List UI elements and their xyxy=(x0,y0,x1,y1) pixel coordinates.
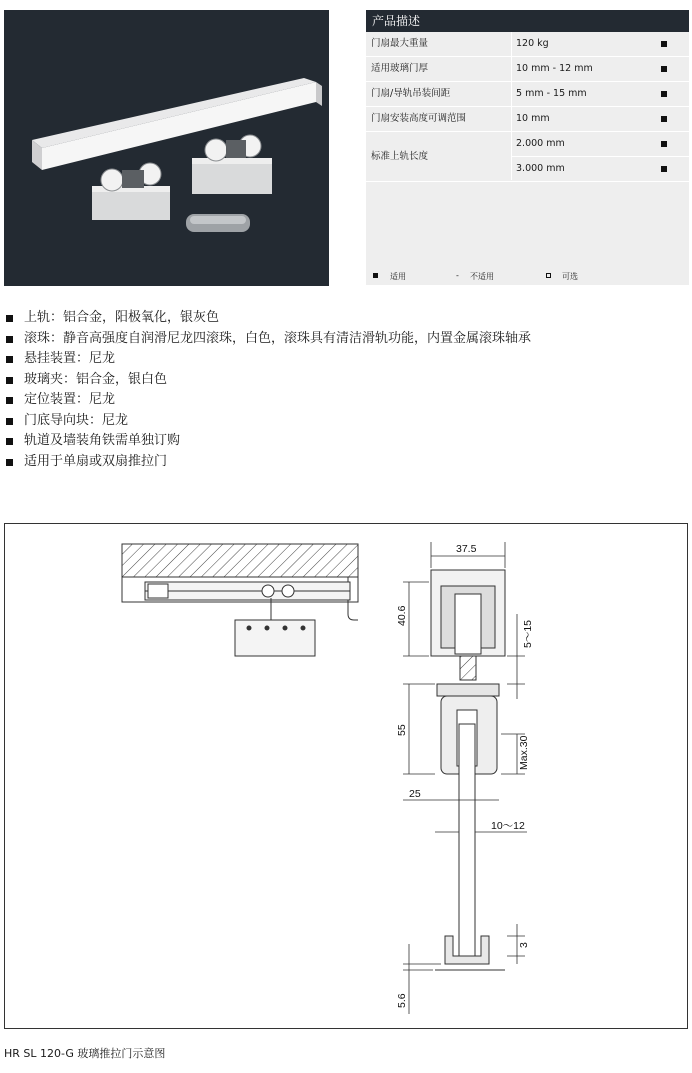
list-item: 悬挂装置：尼龙 xyxy=(4,349,531,370)
spec-header: 产品描述 xyxy=(366,10,689,32)
suitable-mark xyxy=(661,116,667,122)
list-item: 滚珠：静音高强度自润滑尼龙四滚珠，白色，滚珠具有清洁滑轨功能，内置金属滚珠轴承 xyxy=(4,329,531,350)
dim-floor-gap: 5.6 xyxy=(396,993,408,1008)
side-view xyxy=(122,544,358,656)
suitable-mark xyxy=(661,66,667,72)
bullet-icon xyxy=(6,418,13,425)
dim-height-clamp: 55 xyxy=(396,724,408,736)
dim-glass: 10～12 xyxy=(491,820,525,832)
optional-legend-icon xyxy=(546,273,551,278)
technical-drawing xyxy=(4,523,688,1029)
bullet-icon xyxy=(6,356,13,363)
bullet-icon xyxy=(6,315,13,322)
spec-row: 标准上轨长度 2.000 mm xyxy=(366,132,689,181)
list-item: 上轨：铝合金，阳极氧化，银灰色 xyxy=(4,308,531,329)
bullet-icon xyxy=(6,459,13,466)
list-item: 玻璃夹：铝合金，银白色 xyxy=(4,370,531,391)
suitable-mark xyxy=(661,41,667,47)
section-view xyxy=(431,570,505,970)
dim-max-clamp: Max.30 xyxy=(518,735,530,770)
spec-row: 3.000 mm xyxy=(512,156,689,182)
feature-list xyxy=(4,308,531,472)
bullet-icon xyxy=(6,336,13,343)
product-photo xyxy=(4,10,329,286)
bullet-icon xyxy=(6,397,13,404)
suitable-mark xyxy=(661,91,667,97)
list-item: 轨道及墙装角铁需单独订购 xyxy=(4,431,531,452)
spec-row: 门扇最大重量 120 kg xyxy=(366,32,689,57)
dim-clamp-width: 25 xyxy=(409,788,421,800)
spec-legend: 适用 - 不适用 可选 xyxy=(366,268,689,284)
dim-gap: 5～15 xyxy=(522,619,534,648)
dim-height-track: 40.6 xyxy=(396,605,408,626)
suitable-mark xyxy=(661,166,667,172)
dim-width-top: 37.5 xyxy=(456,543,477,555)
spec-row: 适用玻璃门厚 10 mm - 12 mm xyxy=(366,57,689,82)
dim-floor-guide: 3 xyxy=(518,942,530,948)
spec-table xyxy=(366,10,689,285)
bullet-icon xyxy=(6,377,13,384)
spec-row: 门扇安装高度可调范围 10 mm xyxy=(366,107,689,132)
drawing-caption: HR SL 120-G 玻璃推拉门示意图 xyxy=(4,1047,166,1060)
suitable-legend-icon xyxy=(373,273,378,278)
suitable-mark xyxy=(661,141,667,147)
list-item: 适用于单扇或双扇推拉门 xyxy=(4,452,531,473)
bullet-icon xyxy=(6,438,13,445)
list-item: 定位装置：尼龙 xyxy=(4,390,531,411)
spec-row: 门扇/导轨吊装间距 5 mm - 15 mm xyxy=(366,82,689,107)
list-item: 门底导向块：尼龙 xyxy=(4,411,531,432)
